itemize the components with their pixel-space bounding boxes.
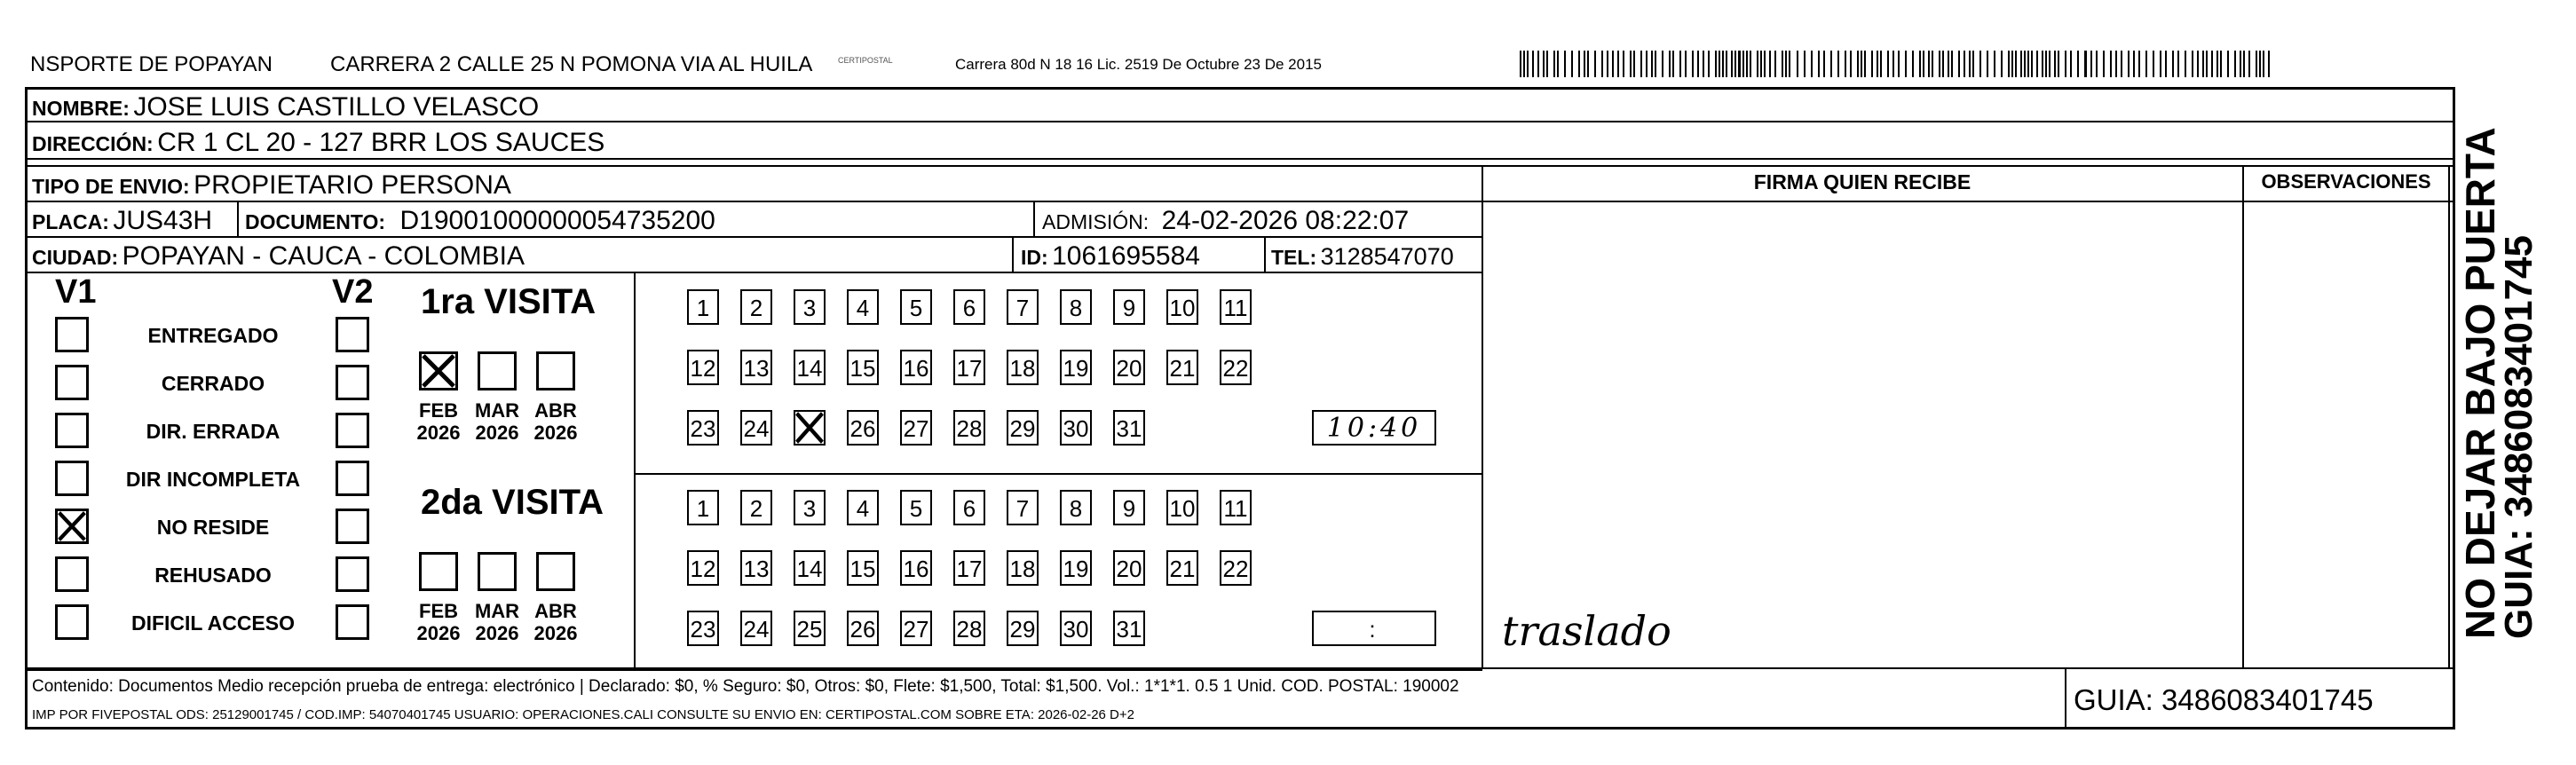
day-box[interactable]: 15: [847, 350, 879, 385]
document-label: DOCUMENTO:: [245, 210, 386, 233]
day-box[interactable]: 13: [740, 350, 772, 385]
month-year: 2026: [416, 622, 461, 644]
v2-label: V2: [332, 273, 374, 311]
day-box[interactable]: 16: [900, 550, 932, 586]
no-dejar-bajo-puerta: NO DEJAR BAJO PUERTA: [2457, 127, 2503, 639]
admission-value: 24-02-2026 08:22:07: [1161, 206, 1410, 235]
status-v1-checkbox[interactable]: [55, 317, 89, 352]
month-year: 2026: [416, 422, 461, 444]
month-name: MAR: [474, 600, 520, 622]
footer-content: Contenido: Documentos Medio recepción prueba de entrega: electrónico | Declarado: $0, % Seguro: $0, Otros: $0, Flete: $1,500, Total: $1,500. Vol.: 1*1*1. 0.5 1 Unid. COD. POSTAL: 190002: [32, 677, 1459, 696]
day-box[interactable]: 24: [740, 410, 772, 446]
status-v1-checkbox[interactable]: [55, 604, 89, 640]
status-v1-checkbox[interactable]: [55, 509, 89, 544]
month-name: ABR: [534, 600, 577, 622]
name-row: [32, 92, 539, 122]
day-box[interactable]: 20: [1113, 550, 1145, 586]
day-box[interactable]: 9: [1113, 490, 1145, 525]
admission-field: [1042, 206, 1409, 236]
day-box[interactable]: 6: [953, 490, 985, 525]
id-field: [1021, 241, 1200, 272]
day-box[interactable]: 13: [740, 550, 772, 586]
day-box[interactable]: 14: [794, 350, 826, 385]
address-row: [32, 128, 604, 158]
company-address: CARRERA 2 CALLE 25 N POMONA VIA AL HUILA: [330, 52, 813, 76]
status-option-label: DIFICIL ACCESO: [130, 611, 295, 635]
day-box[interactable]: 1: [687, 490, 719, 525]
address-label: DIRECCIÓN:: [32, 132, 154, 155]
day-box[interactable]: [794, 410, 826, 446]
day-box[interactable]: 8: [1060, 289, 1092, 325]
city-value: POPAYAN - CAUCA - COLOMBIA: [122, 241, 525, 271]
tel-field: [1271, 243, 1454, 271]
month-checkbox[interactable]: [478, 351, 517, 390]
status-option-label: REHUSADO: [154, 564, 272, 587]
company-logo: CERTIPOSTAL: [838, 56, 893, 65]
status-v1-checkbox[interactable]: [55, 365, 89, 400]
day-box[interactable]: 12: [687, 550, 719, 586]
day-box[interactable]: 23: [687, 611, 719, 646]
day-box[interactable]: 25: [794, 611, 826, 646]
handwritten-note: traslado: [1502, 607, 1671, 655]
v1-label: V1: [55, 273, 97, 311]
day-box[interactable]: 30: [1060, 611, 1092, 646]
day-box[interactable]: 24: [740, 611, 772, 646]
type-row: [32, 170, 511, 201]
month-checkbox[interactable]: [536, 351, 575, 390]
id-label: ID:: [1021, 246, 1048, 269]
day-box[interactable]: 10: [1166, 490, 1198, 525]
month-checkbox[interactable]: [419, 351, 458, 390]
type-label: TIPO DE ENVIO:: [32, 175, 190, 198]
time-box[interactable]: 10:40: [1312, 410, 1436, 446]
day-box[interactable]: 7: [1007, 490, 1039, 525]
status-option-label: NO RESIDE: [156, 516, 270, 539]
day-box[interactable]: 3: [794, 490, 826, 525]
day-box[interactable]: 26: [847, 611, 879, 646]
tel-value: 3128547070: [1320, 243, 1454, 270]
shipment-type: PROPIETARIO PERSONA: [194, 170, 511, 200]
month-checkbox[interactable]: [419, 552, 458, 591]
day-box[interactable]: 6: [953, 289, 985, 325]
month-checkbox[interactable]: [478, 552, 517, 591]
document-field: [245, 206, 715, 236]
city-field: [32, 241, 525, 272]
day-box[interactable]: 30: [1060, 410, 1092, 446]
day-box[interactable]: 22: [1220, 550, 1252, 586]
day-box[interactable]: 18: [1007, 350, 1039, 385]
observations-header: OBSERVACIONES: [2261, 170, 2431, 193]
day-box[interactable]: 21: [1166, 350, 1198, 385]
day-box[interactable]: 14: [794, 550, 826, 586]
day-box[interactable]: 26: [847, 410, 879, 446]
guia-number: GUIA: 3486083401745: [2074, 683, 2374, 716]
day-box[interactable]: 5: [900, 289, 932, 325]
day-box[interactable]: 27: [900, 611, 932, 646]
barcode: [1520, 51, 2274, 77]
id-value: 1061695584: [1052, 241, 1200, 271]
status-v2-checkbox[interactable]: [336, 317, 369, 352]
status-v2-checkbox[interactable]: [336, 413, 369, 448]
visit-2-title: 2da VISITA: [421, 483, 604, 522]
company-name: NSPORTE DE POPAYAN: [30, 52, 273, 76]
day-box[interactable]: 12: [687, 350, 719, 385]
status-option-label: DIR INCOMPLETA: [125, 468, 301, 491]
day-box[interactable]: 31: [1113, 611, 1145, 646]
day-box[interactable]: 22: [1220, 350, 1252, 385]
tel-label: TEL:: [1271, 246, 1317, 269]
document-value: D19001000000054735200: [399, 206, 715, 235]
status-v2-checkbox[interactable]: [336, 509, 369, 544]
month-year: 2026: [533, 422, 578, 444]
day-box[interactable]: 5: [900, 490, 932, 525]
status-option-label: DIR. ERRADA: [146, 420, 281, 443]
day-box[interactable]: 28: [953, 410, 985, 446]
day-box[interactable]: 4: [847, 289, 879, 325]
month-name: FEB: [419, 600, 458, 622]
status-v1-checkbox[interactable]: [55, 556, 89, 592]
license-text: Carrera 80d N 18 16 Lic. 2519 De Octubre 23 De 2015: [955, 56, 1322, 73]
day-box[interactable]: 8: [1060, 490, 1092, 525]
day-box[interactable]: 28: [953, 611, 985, 646]
month-year: 2026: [533, 622, 578, 644]
visit-1-title: 1ra VISITA: [421, 282, 597, 321]
day-box[interactable]: 4: [847, 490, 879, 525]
day-box[interactable]: 19: [1060, 350, 1092, 385]
day-box[interactable]: 11: [1220, 490, 1252, 525]
status-v2-checkbox[interactable]: [336, 365, 369, 400]
day-box[interactable]: 19: [1060, 550, 1092, 586]
day-box[interactable]: 7: [1007, 289, 1039, 325]
month-name: FEB: [419, 399, 458, 422]
day-box[interactable]: 18: [1007, 550, 1039, 586]
status-option-label: CERRADO: [161, 372, 265, 395]
status-v1-checkbox[interactable]: [55, 461, 89, 496]
recipient-address: CR 1 CL 20 - 127 BRR LOS SAUCES: [157, 128, 605, 157]
day-box[interactable]: 16: [900, 350, 932, 385]
status-v1-checkbox[interactable]: [55, 413, 89, 448]
day-box[interactable]: 20: [1113, 350, 1145, 385]
day-box[interactable]: 17: [953, 550, 985, 586]
day-box[interactable]: 31: [1113, 410, 1145, 446]
status-option-label: ENTREGADO: [147, 324, 279, 347]
plate-field: [32, 206, 212, 236]
day-box[interactable]: 29: [1007, 410, 1039, 446]
city-label: CIUDAD:: [32, 246, 119, 269]
day-box[interactable]: 1: [687, 289, 719, 325]
month-name: MAR: [474, 399, 520, 422]
status-v2-checkbox[interactable]: [336, 604, 369, 640]
day-box[interactable]: 9: [1113, 289, 1145, 325]
day-box[interactable]: 3: [794, 289, 826, 325]
recipient-name: JOSE LUIS CASTILLO VELASCO: [133, 92, 540, 122]
day-box[interactable]: 21: [1166, 550, 1198, 586]
day-box[interactable]: 23: [687, 410, 719, 446]
side-guia-cut: GUIA: 3486083401745: [2497, 235, 2540, 639]
month-year: 2026: [475, 622, 519, 644]
day-box[interactable]: 29: [1007, 611, 1039, 646]
day-box[interactable]: 15: [847, 550, 879, 586]
plate-value: JUS43H: [113, 206, 213, 235]
month-year: 2026: [475, 422, 519, 444]
plate-label: PLACA:: [32, 210, 109, 233]
footer-imp-line: IMP POR FIVEPOSTAL ODS: 25129001745 / COD.IMP: 54070401745 USUARIO: OPERACIONES.CALI CONSULTE SU ENVIO EN: CERTIPOSTAL.COM SOBRE ETA: 2026-02-26 D+2: [32, 707, 1134, 722]
day-box[interactable]: 27: [900, 410, 932, 446]
day-box[interactable]: 17: [953, 350, 985, 385]
status-v2-checkbox[interactable]: [336, 461, 369, 496]
day-box[interactable]: 2: [740, 289, 772, 325]
day-box[interactable]: 2: [740, 490, 772, 525]
time-box[interactable]: :: [1312, 611, 1436, 646]
signature-area[interactable]: [1484, 202, 2240, 666]
day-box[interactable]: 11: [1220, 289, 1252, 325]
admission-label: ADMISIÓN:: [1042, 210, 1150, 233]
month-checkbox[interactable]: [536, 552, 575, 591]
day-box[interactable]: 10: [1166, 289, 1198, 325]
status-v2-checkbox[interactable]: [336, 556, 369, 592]
signature-header: FIRMA QUIEN RECIBE: [1753, 170, 1972, 193]
month-name: ABR: [534, 399, 577, 422]
name-label: NOMBRE:: [32, 97, 130, 120]
